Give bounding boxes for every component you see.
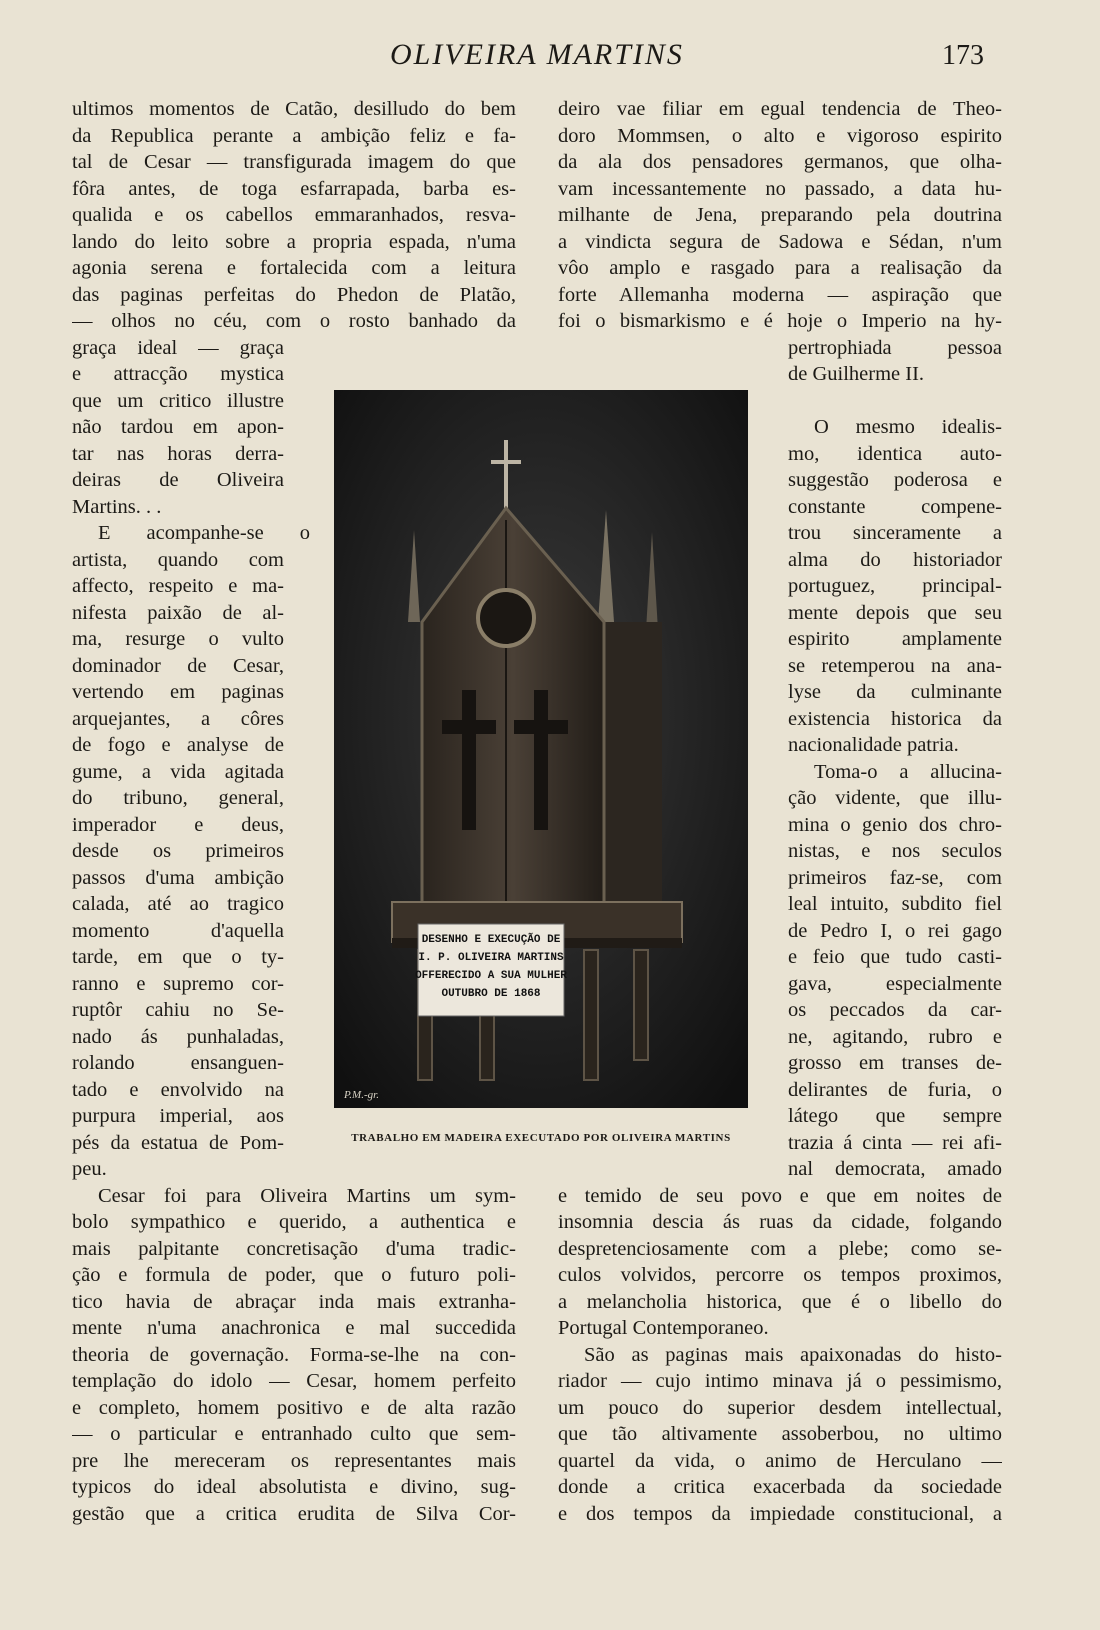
text-line: bolo sympathico e querido, a authentica e [72, 1211, 516, 1233]
text-line: trazia á cinta — rei afi- [788, 1131, 1002, 1154]
text-line: do tribuno, general, [72, 787, 284, 809]
running-title: OLIVEIRA MARTINS [390, 38, 684, 71]
text-line: ma, resurge o vulto [72, 628, 284, 650]
plaque-line: I. P. OLIVEIRA MARTINS [418, 952, 564, 964]
text-line: vam incessantemente no passado, a data hu- [558, 177, 1002, 200]
text-line: se retemperou na ana- [788, 654, 1002, 677]
text-line: desde os primeiros [72, 840, 284, 862]
text-line: de Guilherme II. [788, 363, 925, 385]
plaque-line: OUTUBRO DE 1868 [441, 988, 541, 1000]
text-line: nal democrata, amado [788, 1158, 1002, 1180]
text-line: deiro vae filiar em egual tendencia de Theo- [558, 98, 1002, 120]
text-line: e dos tempos da impiedade constitucional, a [558, 1502, 1002, 1525]
text-line: affecto, respeito e ma- [72, 575, 284, 597]
text-line: um pouco do superior desdem intellectual, [558, 1396, 1002, 1419]
text-line: primeiros faz-se, com [788, 866, 1002, 889]
text-line: suggestão poderosa e [788, 469, 1002, 491]
text-line: Portugal Contemporaneo. [558, 1317, 769, 1339]
text-line: templação do idolo — Cesar, homem perfeito [72, 1370, 516, 1392]
page-number: 173 [942, 40, 984, 71]
figure-photograph [334, 390, 748, 1108]
text-line: constante compene- [788, 495, 1002, 518]
text-line: agonia serena e fortalecida com a leitura [72, 257, 516, 279]
text-line: ruptôr cahiu no Se- [72, 999, 284, 1021]
text-line: tal de Cesar — transfigurada imagem do que [72, 151, 516, 173]
text-line: qualida e os cabellos emmaranhados, resva- [72, 204, 516, 226]
text-line: de Pedro I, o rei gago [788, 919, 1002, 942]
text-line: não tardou em apon- [72, 416, 284, 438]
text-line: látego que sempre [788, 1105, 1002, 1127]
text-line: mente n'uma anachronica e mal succedida [72, 1317, 516, 1339]
plaque-line: OFFERECIDO A SUA MULHER [415, 970, 567, 982]
text-line: — o particular e entranhado culto que sem- [72, 1423, 516, 1445]
text-line: passos d'uma ambição [72, 866, 284, 889]
text-line: E acompanhe-se o [98, 522, 310, 544]
text-line: deiras de Oliveira [72, 469, 284, 491]
text-line: mina o genio dos chro- [788, 813, 1002, 836]
text-line: leal intuito, subdito fiel [788, 893, 1002, 915]
text-line: alma do historiador [788, 548, 1002, 571]
text-line: insomnia descia ás ruas da cidade, folgando [558, 1211, 1002, 1233]
text-line: theoria de governação. Forma-se-lhe na con- [72, 1343, 516, 1366]
text-line: ultimos momentos de Catão, desilludo do bem [72, 98, 516, 120]
text-line: mais palpitante concretisação d'uma tradic- [72, 1237, 516, 1260]
text-line: nistas, e nos seculos [788, 840, 1002, 862]
text-line: pés da estatua de Pom- [72, 1131, 284, 1154]
text-line: a vindicta segura de Sadowa e Sédan, n'um [558, 230, 1002, 253]
inscription-plaque [415, 924, 567, 1016]
plaque-line: DESENHO E EXECUÇÃO DE [421, 934, 561, 946]
text-line: mo, identica auto- [788, 442, 1002, 465]
text-line: delirantes de furia, o [788, 1078, 1002, 1101]
text-line: imperador e deus, [72, 813, 284, 836]
text-line: lyse da culminante [788, 681, 1002, 703]
text-line: dominador de Cesar, [72, 654, 284, 677]
text-line: gava, especialmente [788, 972, 1002, 995]
text-line: tico havia de abraçar inda mais extranha- [72, 1290, 516, 1313]
text-line: de fogo e analyse de [72, 734, 284, 756]
text-line: grosso em transes de- [788, 1052, 1002, 1074]
text-line: Cesar foi para Oliveira Martins um sym- [98, 1184, 516, 1207]
text-line: tar nas horas derra- [72, 442, 284, 465]
text-line: Toma-o a allucina- [814, 760, 1002, 783]
figure-caption: TRABALHO EM MADEIRA EXECUTADO POR OLIVEIRA MARTINS [351, 1132, 731, 1144]
text-line: nacionalidade patria. [788, 734, 959, 756]
text-line: — olhos no céu, com o rosto banhado da [72, 310, 516, 332]
text-line: que tão altivamente assoberbou, no ultimo [558, 1423, 1002, 1445]
text-line: typicos do ideal absolutista e divino, sug- [72, 1476, 516, 1498]
text-line: rolando ensanguen- [72, 1052, 284, 1074]
text-line: foi o bismarkismo e é hoje o Imperio na hy- [558, 310, 1002, 332]
photographer-signature: P.M.-gr. [344, 1089, 379, 1101]
text-line: culos volvidos, percorre os tempos proximos, [558, 1264, 1002, 1286]
text-line: forte Allemanha moderna — aspiração que [558, 283, 1002, 306]
text-line: e attracção mystica [72, 363, 284, 385]
text-line: ção vidente, que illu- [788, 787, 1002, 809]
text-line: quartel da vida, o animo de Herculano — [558, 1449, 1002, 1472]
text-line: mente depois que seu [788, 601, 1002, 624]
text-line: milhante de Jena, preparando pela doutrina [558, 204, 1002, 226]
text-line: O mesmo idealis- [814, 416, 1002, 438]
text-line: pertrophiada pessoa [788, 336, 1002, 359]
text-line: das paginas perfeitas do Phedon de Platão, [72, 283, 516, 306]
text-line: gume, a vida agitada [72, 760, 284, 783]
text-line: ranno e supremo cor- [72, 972, 284, 995]
text-line: peu. [72, 1158, 107, 1180]
text-line: Martins. . . [72, 495, 162, 518]
text-line: ção e formula de poder, que o futuro poli- [72, 1264, 516, 1286]
text-line: purpura imperial, aos [72, 1105, 284, 1127]
text-line: arquejantes, a côres [72, 707, 284, 730]
text-line: artista, quando com [72, 548, 284, 571]
text-line: doro Mommsen, o alto e vigoroso espirito [558, 124, 1002, 147]
text-line: da ala dos pensadores germanos, que olha- [558, 151, 1002, 173]
text-line: portuguez, principal- [788, 575, 1002, 597]
text-line: os peccados da car- [788, 999, 1002, 1021]
text-line: e feio que tudo casti- [788, 946, 1002, 968]
text-line: donde a critica exacerbada da sociedade [558, 1476, 1002, 1498]
text-line: fôra antes, de toga esfarrapada, barba es- [72, 177, 516, 200]
text-line: nado ás punhaladas, [72, 1025, 284, 1048]
text-line: lando do leito sobre a propria espada, n'uma [72, 230, 516, 253]
text-line: vertendo em paginas [72, 681, 284, 703]
text-line: pre lhe mereceram os representantes mais [72, 1449, 516, 1472]
text-line: vôo amplo e rasgado para a realisação da [558, 257, 1002, 279]
text-line: a melancholia historica, que é o libello do [558, 1290, 1002, 1313]
text-line: e temido de seu povo e que em noites de [558, 1184, 1002, 1207]
text-line: gestão que a critica erudita de Silva Cor- [72, 1502, 516, 1525]
text-line: calada, até ao tragico [72, 893, 284, 915]
text-line: São as paginas mais apaixonadas do histo- [584, 1343, 1002, 1366]
text-line: tado e envolvido na [72, 1078, 284, 1101]
text-line: graça ideal — graça [72, 336, 284, 359]
running-head [0, 38, 1100, 78]
text-line: existencia historica da [788, 707, 1002, 730]
text-line: que um critico illustre [72, 389, 284, 412]
text-line: nifesta paixão de al- [72, 601, 284, 624]
text-line: da Republica perante a ambição feliz e fa- [72, 124, 516, 147]
text-line: momento d'aquella [72, 919, 284, 942]
text-line: riador — cujo intimo minava já o pessimismo, [558, 1370, 1002, 1392]
text-line: tarde, em que o ty- [72, 946, 284, 968]
wooden-reliquary-photo [334, 390, 748, 1108]
round-window [478, 590, 534, 646]
text-line: e completo, homem positivo e de alta razão [72, 1396, 516, 1419]
text-line: trou sinceramente a [788, 522, 1002, 544]
text-line: despretenciosamente com a plebe; como se- [558, 1237, 1002, 1260]
text-line: ne, agitando, rubro e [788, 1025, 1002, 1048]
text-line: espirito amplamente [788, 628, 1002, 650]
